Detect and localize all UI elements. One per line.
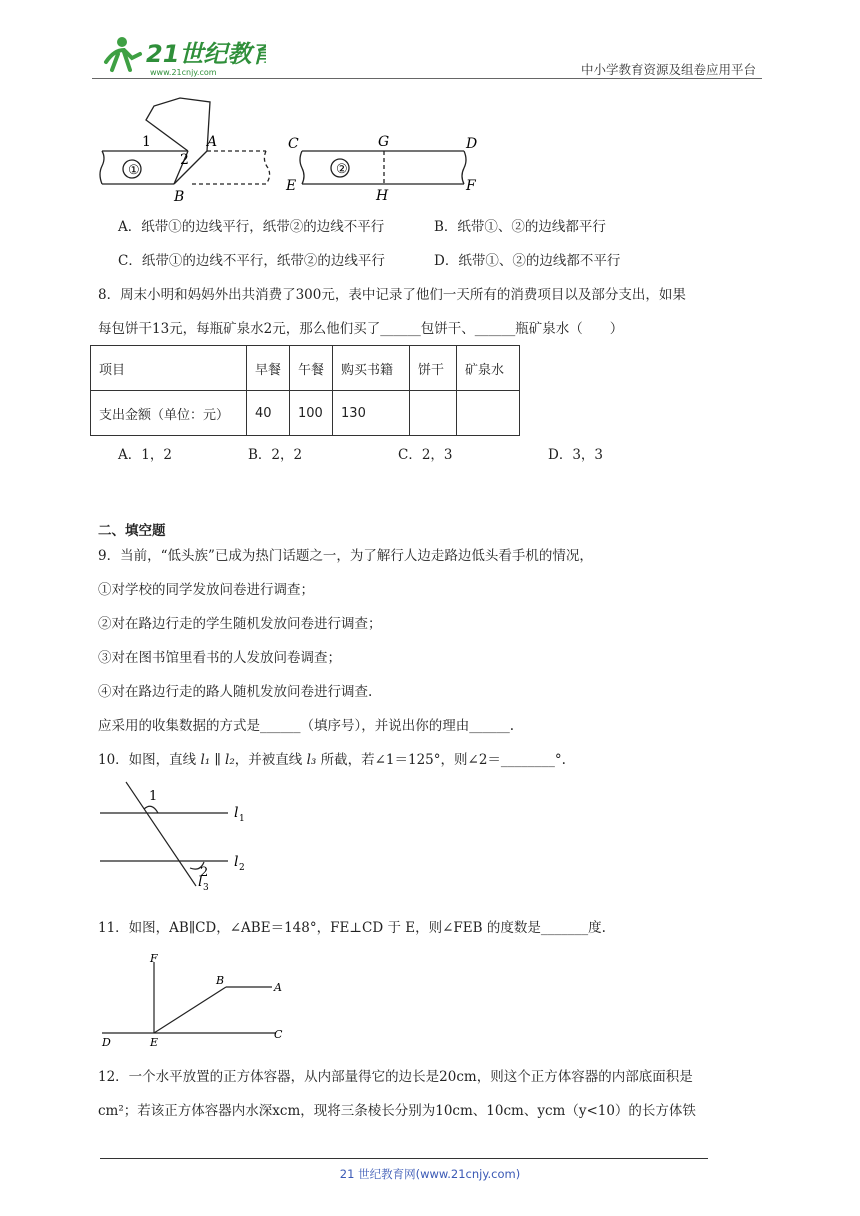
q11-label-E: E: [150, 1036, 159, 1049]
table-cell: 100: [290, 391, 333, 436]
table-header-row: [91, 346, 520, 391]
q11-label-F: F: [150, 952, 158, 965]
logo-text: 21世纪教育: [146, 40, 266, 68]
q10-stem: [98, 750, 566, 770]
q7-option-a[interactable]: A．纸带①的边线平行，纸带②的边线不平行: [118, 219, 385, 235]
q10-angle2-label: 2: [200, 865, 209, 880]
q9-item-4: ④对在路边行走的路人随机发放问卷进行调查.: [98, 684, 373, 700]
table-header-cell: 项目: [91, 346, 247, 391]
logo-url: www.21cnjy.com: [150, 68, 217, 77]
runner-icon: [106, 37, 140, 70]
table-header-cell: 早餐: [247, 346, 290, 391]
q10-angle1-label: 1: [149, 789, 158, 804]
q10-line-l1-sub: 1: [239, 814, 245, 824]
q12-stem-line2: cm²；若该正方体容器内水深xcm，现将三条棱长分别为10cm、10cm、ycm（y<10）的长方体铁: [98, 1103, 696, 1119]
q8-stem-line1: 8．周末小明和妈妈外出共消费了300元，表中记录了他们一天所有的消费项目以及部分支出，如果: [98, 287, 686, 303]
table-header-cell: 午餐: [290, 346, 333, 391]
q8-option-b[interactable]: B．2，2: [248, 447, 303, 463]
table-header-cell: 购买书籍: [333, 346, 410, 391]
q10-l2: l₂: [225, 752, 235, 768]
table-cell: 130: [333, 391, 410, 436]
q7-label-F: F: [466, 178, 476, 194]
q10-line-l3-label: l: [198, 874, 203, 890]
q10-mid: ，并被直线: [234, 752, 307, 768]
q7-option-d[interactable]: D．纸带①、②的边线都不平行: [434, 253, 621, 269]
q10-l3: l₃: [306, 752, 317, 768]
q10-suffix: 所截，若∠1＝125°，则∠2＝________°.: [316, 752, 566, 768]
q7-label-A: A: [207, 134, 218, 150]
q7-figure: [96, 94, 496, 204]
footer-divider: [100, 1158, 708, 1159]
q10-l1: l₁: [200, 752, 211, 768]
q12-stem-line1: 12．一个水平放置的正方体容器，从内部量得它的边长是20cm，则这个正方体容器的内部底面积是: [98, 1069, 693, 1085]
q9-item-1: ①对学校的同学发放问卷进行调查；: [98, 582, 314, 598]
q8-option-c[interactable]: C．2，3: [398, 447, 453, 463]
q9-item-2: ②对在路边行走的学生随机发放问卷进行调查；: [98, 616, 382, 632]
q7-label-D: D: [466, 136, 478, 152]
q10-par: ∥: [210, 752, 226, 768]
table-header-cell: 矿泉水: [457, 346, 520, 391]
q11-figure: [98, 950, 298, 1050]
footer-site-link[interactable]: 21 世纪教育网(www.21cnjy.com): [339, 1167, 521, 1181]
table-cell: 支出金额（单位：元）: [91, 391, 247, 436]
q9-item-3: ③对在图书馆里看书的人发放问卷调查；: [98, 650, 341, 666]
header-divider: [92, 78, 762, 79]
q9-stem: 9．当前，“低头族”已成为热门话题之一，为了解行人边走路边低头看手机的情况，: [98, 548, 593, 564]
q7-angle1-label: 1: [142, 134, 151, 150]
q11-label-C: C: [274, 1028, 283, 1041]
table-header-cell: 饼干: [410, 346, 457, 391]
q10-line-l1-label: l: [234, 805, 239, 821]
q11-label-B: B: [216, 974, 225, 987]
section-title-fill-blank: 二、填空题: [98, 523, 166, 539]
table-cell: 40: [247, 391, 290, 436]
q7-angle2-label: 2: [180, 152, 189, 168]
q10-line-l2-label: l: [234, 854, 239, 870]
q10-prefix: 10．如图，直线: [98, 752, 201, 768]
site-logo: [96, 32, 266, 80]
q8-option-a[interactable]: A．1，2: [118, 447, 172, 463]
q7-label-G: G: [378, 134, 390, 150]
q10-line-l3-sub: 3: [203, 883, 209, 892]
q7-label-E: E: [286, 178, 297, 194]
q11-label-D: D: [102, 1036, 111, 1049]
q11-stem: 11．如图，AB∥CD，∠ABE＝148°，FE⊥CD 于 E，则∠FEB 的度数是_______度.: [98, 920, 606, 936]
q11-label-A: A: [274, 981, 282, 994]
q7-option-c[interactable]: C．纸带①的边线不平行，纸带②的边线平行: [118, 253, 385, 269]
q10-line-l2-sub: 2: [239, 863, 245, 873]
q7-label-B: B: [174, 189, 185, 204]
q8-expense-table: [90, 345, 520, 436]
q7-circle2-label: ②: [336, 162, 348, 177]
q7-label-C: C: [288, 136, 299, 152]
q9-answer-line: 应采用的收集数据的方式是______（填序号），并说出你的理由______.: [98, 718, 515, 734]
q7-circle1-label: ①: [128, 163, 140, 178]
q7-label-H: H: [376, 188, 389, 204]
header-platform-text: 中小学教育资源及组卷应用平台: [580, 62, 756, 77]
table-cell: [410, 391, 457, 436]
table-row: [91, 391, 520, 436]
q8-option-d[interactable]: D．3，3: [548, 447, 604, 463]
q10-figure: [96, 780, 266, 892]
table-cell: [457, 391, 520, 436]
q8-stem-line2: 每包饼干13元，每瓶矿泉水2元，那么他们买了______包饼干、______瓶矿泉水（ ）: [98, 321, 624, 337]
q7-option-b[interactable]: B．纸带①、②的边线都平行: [434, 219, 606, 235]
